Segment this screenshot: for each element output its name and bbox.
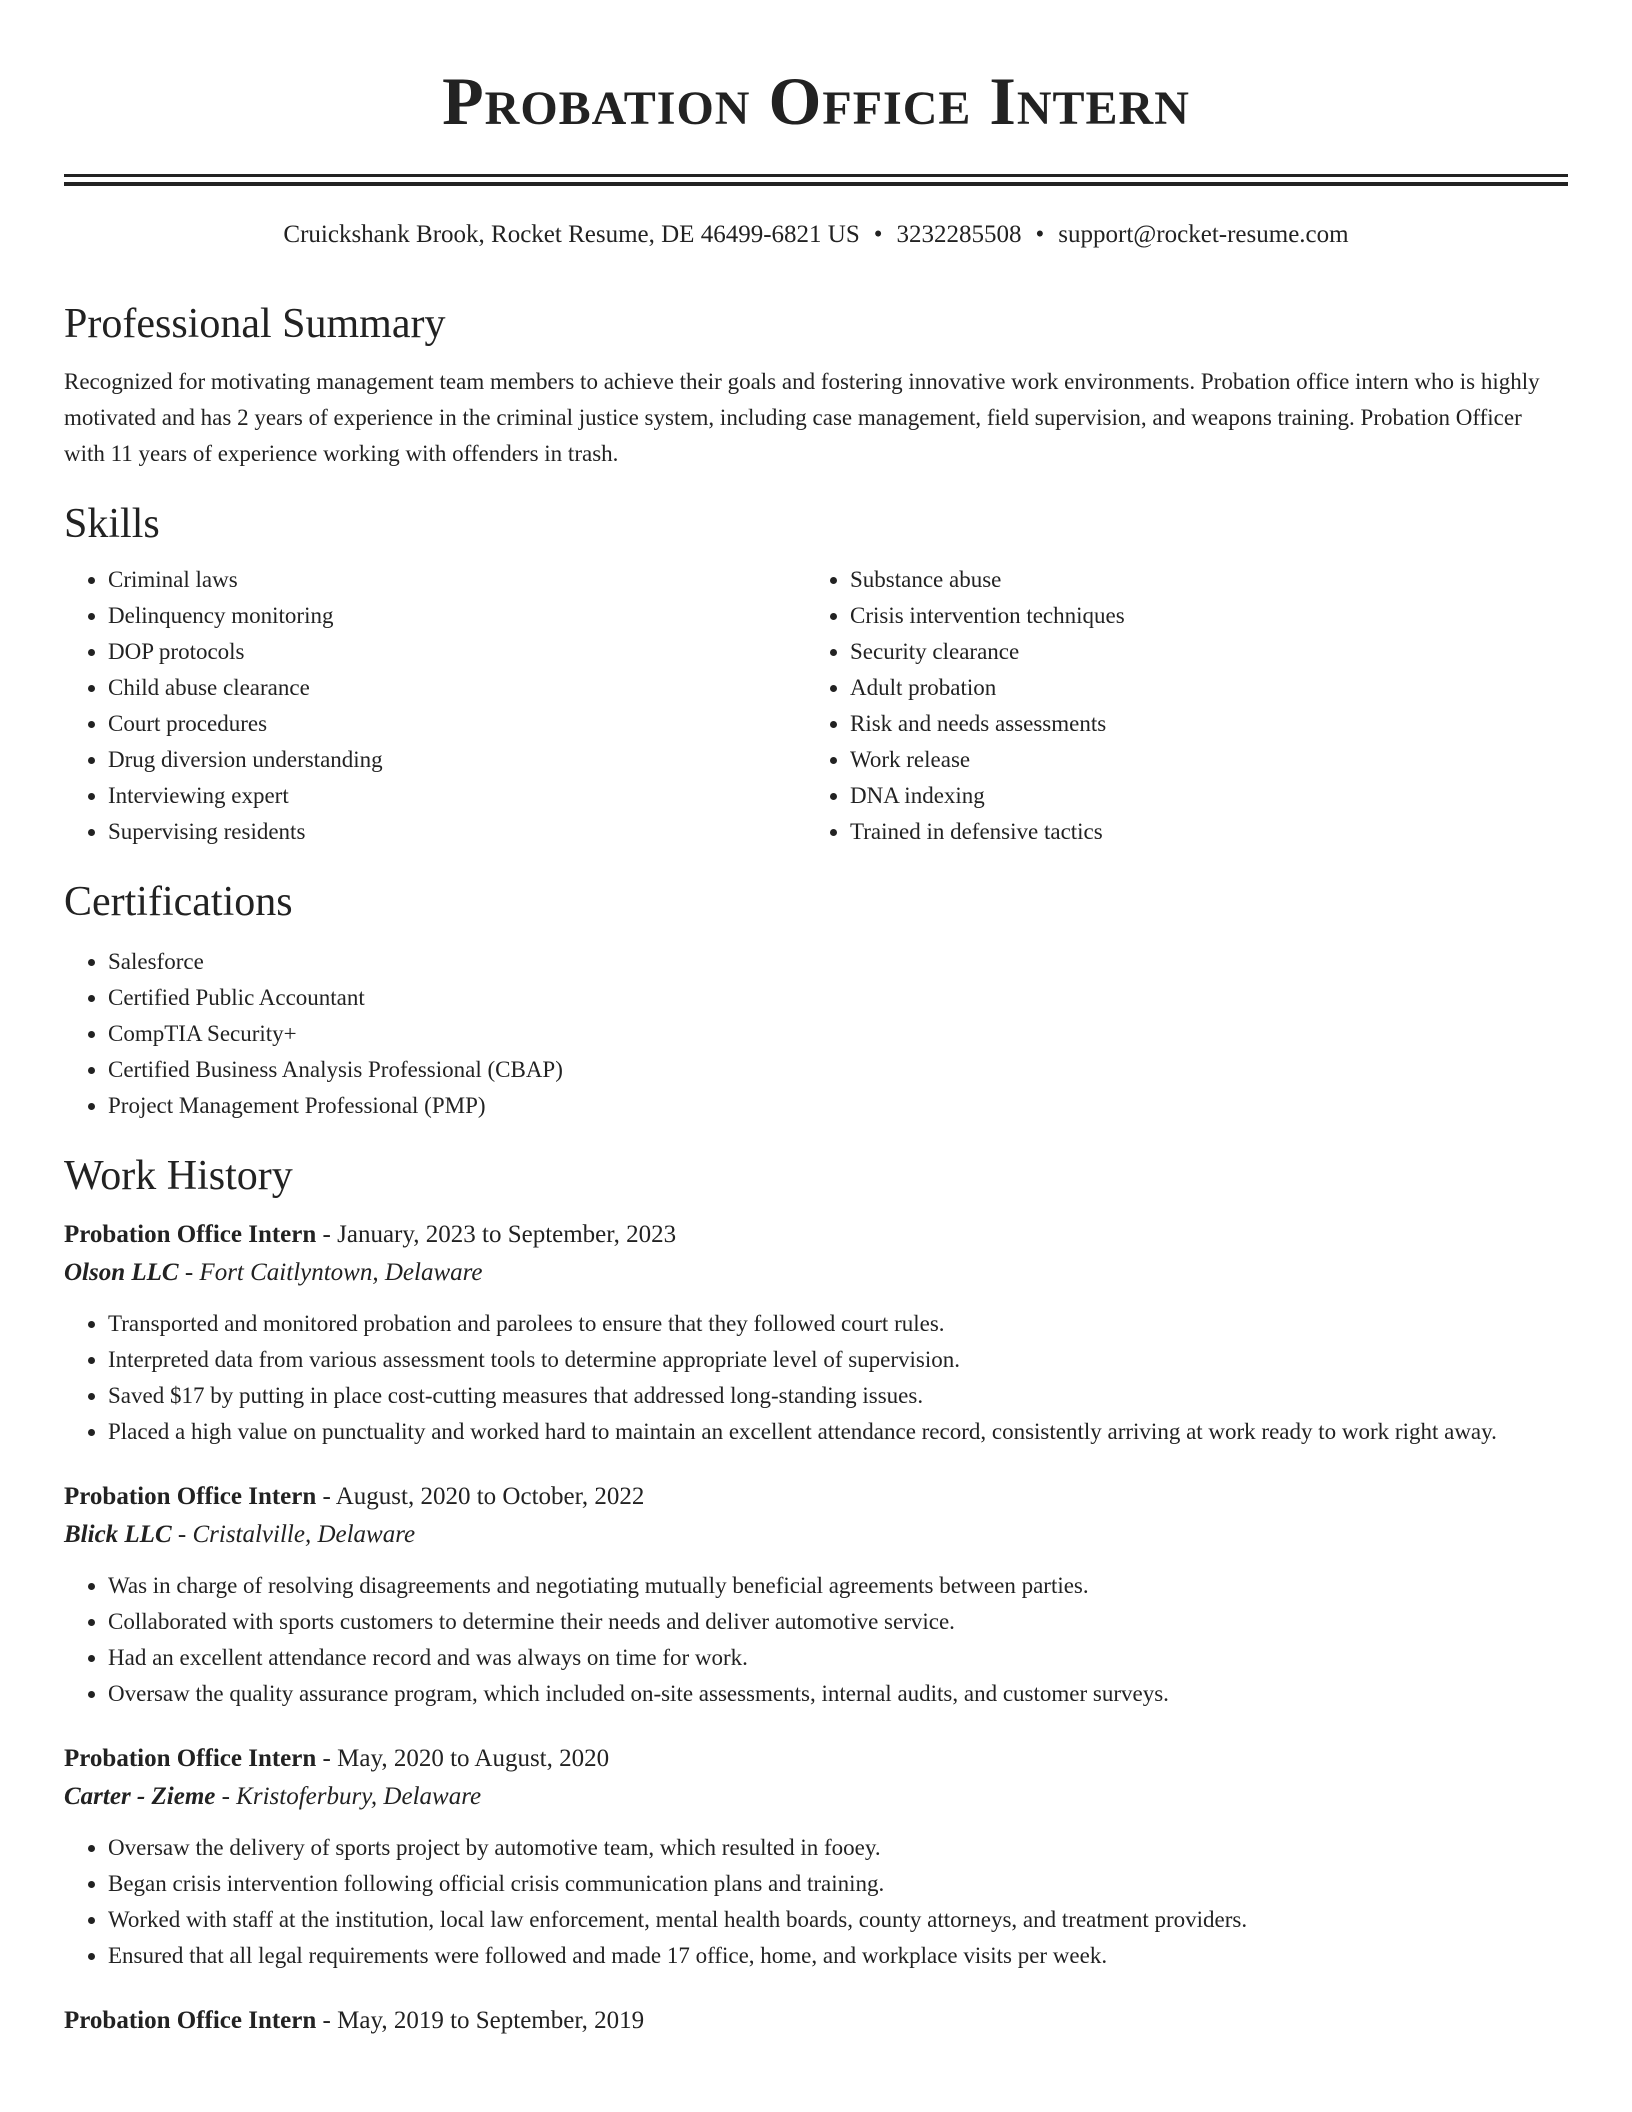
job-company: Carter - Zieme xyxy=(64,1783,216,1810)
job-employer xyxy=(64,1516,1568,1554)
contact-separator: • xyxy=(873,221,883,248)
job-header xyxy=(64,1216,1568,1254)
certifications-list xyxy=(64,944,1568,1124)
skills-columns xyxy=(64,562,1568,850)
contact-address: Cruickshank Brook, Rocket Resume, DE 46499-6821 US xyxy=(283,221,860,248)
summary-heading: Professional Summary xyxy=(64,301,446,347)
certification-item: • Certified Business Analysis Professional (CBAP) xyxy=(108,1052,1568,1088)
skills-right-list xyxy=(806,562,1548,850)
job-bullet: • Worked with staff at the institution, local law enforcement, mental health boards, county attorneys, and treatment providers. xyxy=(108,1902,1568,1938)
job-employer xyxy=(64,1254,1568,1292)
skill-item: • Drug diversion understanding xyxy=(108,742,806,778)
job-bullet: • Placed a high value on punctuality and worked hard to maintain an excellent attendance record, consistently arriving at work ready to work right away. xyxy=(108,1414,1568,1450)
job-bullet: • Oversaw the delivery of sports project by automotive team, which resulted in fooey. xyxy=(108,1830,1568,1866)
skill-item: • Crisis intervention techniques xyxy=(850,598,1548,634)
job-dates: - May, 2020 to August, 2020 xyxy=(316,1745,610,1772)
job-entry xyxy=(64,2002,1568,2040)
job-bullet: • Was in charge of resolving disagreements and negotiating mutually beneficial agreements between parties. xyxy=(108,1568,1568,1604)
job-bullet: • Interpreted data from various assessment tools to determine appropriate level of supervision. xyxy=(108,1342,1568,1378)
skill-item: • Delinquency monitoring xyxy=(108,598,806,634)
job-bullet: • Saved $17 by putting in place cost-cutting measures that addressed long-standing issues. xyxy=(108,1378,1568,1414)
summary-text: Recognized for motivating management team members to achieve their goals and fostering innovative work environments. Probation office intern who is highly motivated and has 2 years of experience in the criminal justice system, including case management, field supervision, and weapons training. Probation Officer with 11 years of experience working with offenders in trash. xyxy=(64,369,1540,466)
skill-item: • Substance abuse xyxy=(850,562,1548,598)
skill-item: • DNA indexing xyxy=(850,778,1548,814)
contact-line xyxy=(64,218,1568,252)
skill-item: • Trained in defensive tactics xyxy=(850,814,1548,850)
job-company: Blick LLC xyxy=(64,1521,172,1548)
skill-item: • Work release xyxy=(850,742,1548,778)
certifications-heading: Certifications xyxy=(64,879,293,925)
skill-item: • DOP protocols xyxy=(108,634,806,670)
certification-item: • Salesforce xyxy=(108,944,1568,980)
job-entry xyxy=(64,1216,1568,1450)
job-bullet: • Oversaw the quality assurance program, which included on-site assessments, internal audits, and customer surveys. xyxy=(108,1676,1568,1712)
skill-item: • Security clearance xyxy=(850,634,1548,670)
contact-separator: • xyxy=(1035,221,1045,248)
job-entry xyxy=(64,1478,1568,1712)
job-dates: - May, 2019 to September, 2019 xyxy=(316,2007,645,2034)
job-bullet: • Began crisis intervention following official crisis communication plans and training. xyxy=(108,1866,1568,1902)
job-location: - Kristoferbury, Delaware xyxy=(215,1783,482,1810)
job-bullets xyxy=(64,1830,1568,1974)
resume-name: Probation Office Intern xyxy=(442,63,1190,139)
skills-left-list xyxy=(64,562,806,850)
skill-item: • Supervising residents xyxy=(108,814,806,850)
job-dates: - August, 2020 to October, 2022 xyxy=(316,1483,645,1510)
job-header xyxy=(64,1740,1568,1778)
contact-email: support@rocket-resume.com xyxy=(1058,221,1349,248)
job-header xyxy=(64,1478,1568,1516)
job-bullets xyxy=(64,1568,1568,1712)
skill-item: • Court procedures xyxy=(108,706,806,742)
job-title: Probation Office Intern xyxy=(64,1221,317,1248)
certification-item: • Project Management Professional (PMP) xyxy=(108,1088,1568,1124)
job-entry xyxy=(64,1740,1568,1974)
job-bullet: • Ensured that all legal requirements were followed and made 17 office, home, and workplace visits per week. xyxy=(108,1938,1568,1974)
job-title: Probation Office Intern xyxy=(64,1483,317,1510)
job-employer xyxy=(64,1778,1568,1816)
job-bullet: • Had an excellent attendance record and was always on time for work. xyxy=(108,1640,1568,1676)
certification-item: • CompTIA Security+ xyxy=(108,1016,1568,1052)
job-location: - Fort Caitlyntown, Delaware xyxy=(178,1259,483,1286)
job-header xyxy=(64,2002,1568,2040)
job-bullet: • Collaborated with sports customers to determine their needs and deliver automotive service. xyxy=(108,1604,1568,1640)
skills-heading: Skills xyxy=(64,501,160,547)
contact-phone: 3232285508 xyxy=(896,221,1022,248)
job-title: Probation Office Intern xyxy=(64,1745,317,1772)
certification-item: • Certified Public Accountant xyxy=(108,980,1568,1016)
skill-item: • Criminal laws xyxy=(108,562,806,598)
job-company: Olson LLC xyxy=(64,1259,179,1286)
job-dates: - January, 2023 to September, 2023 xyxy=(316,1221,677,1248)
job-bullet: • Transported and monitored probation and parolees to ensure that they followed court rules. xyxy=(108,1306,1568,1342)
skill-item: • Interviewing expert xyxy=(108,778,806,814)
resume-page xyxy=(64,0,1568,2040)
job-bullets xyxy=(64,1306,1568,1450)
job-location: - Cristalville, Delaware xyxy=(171,1521,416,1548)
header-double-rule xyxy=(64,174,1568,186)
skill-item: • Risk and needs assessments xyxy=(850,706,1548,742)
skill-item: • Adult probation xyxy=(850,670,1548,706)
skill-item: • Child abuse clearance xyxy=(108,670,806,706)
job-title: Probation Office Intern xyxy=(64,2007,317,2034)
work-history-heading: Work History xyxy=(64,1153,293,1199)
